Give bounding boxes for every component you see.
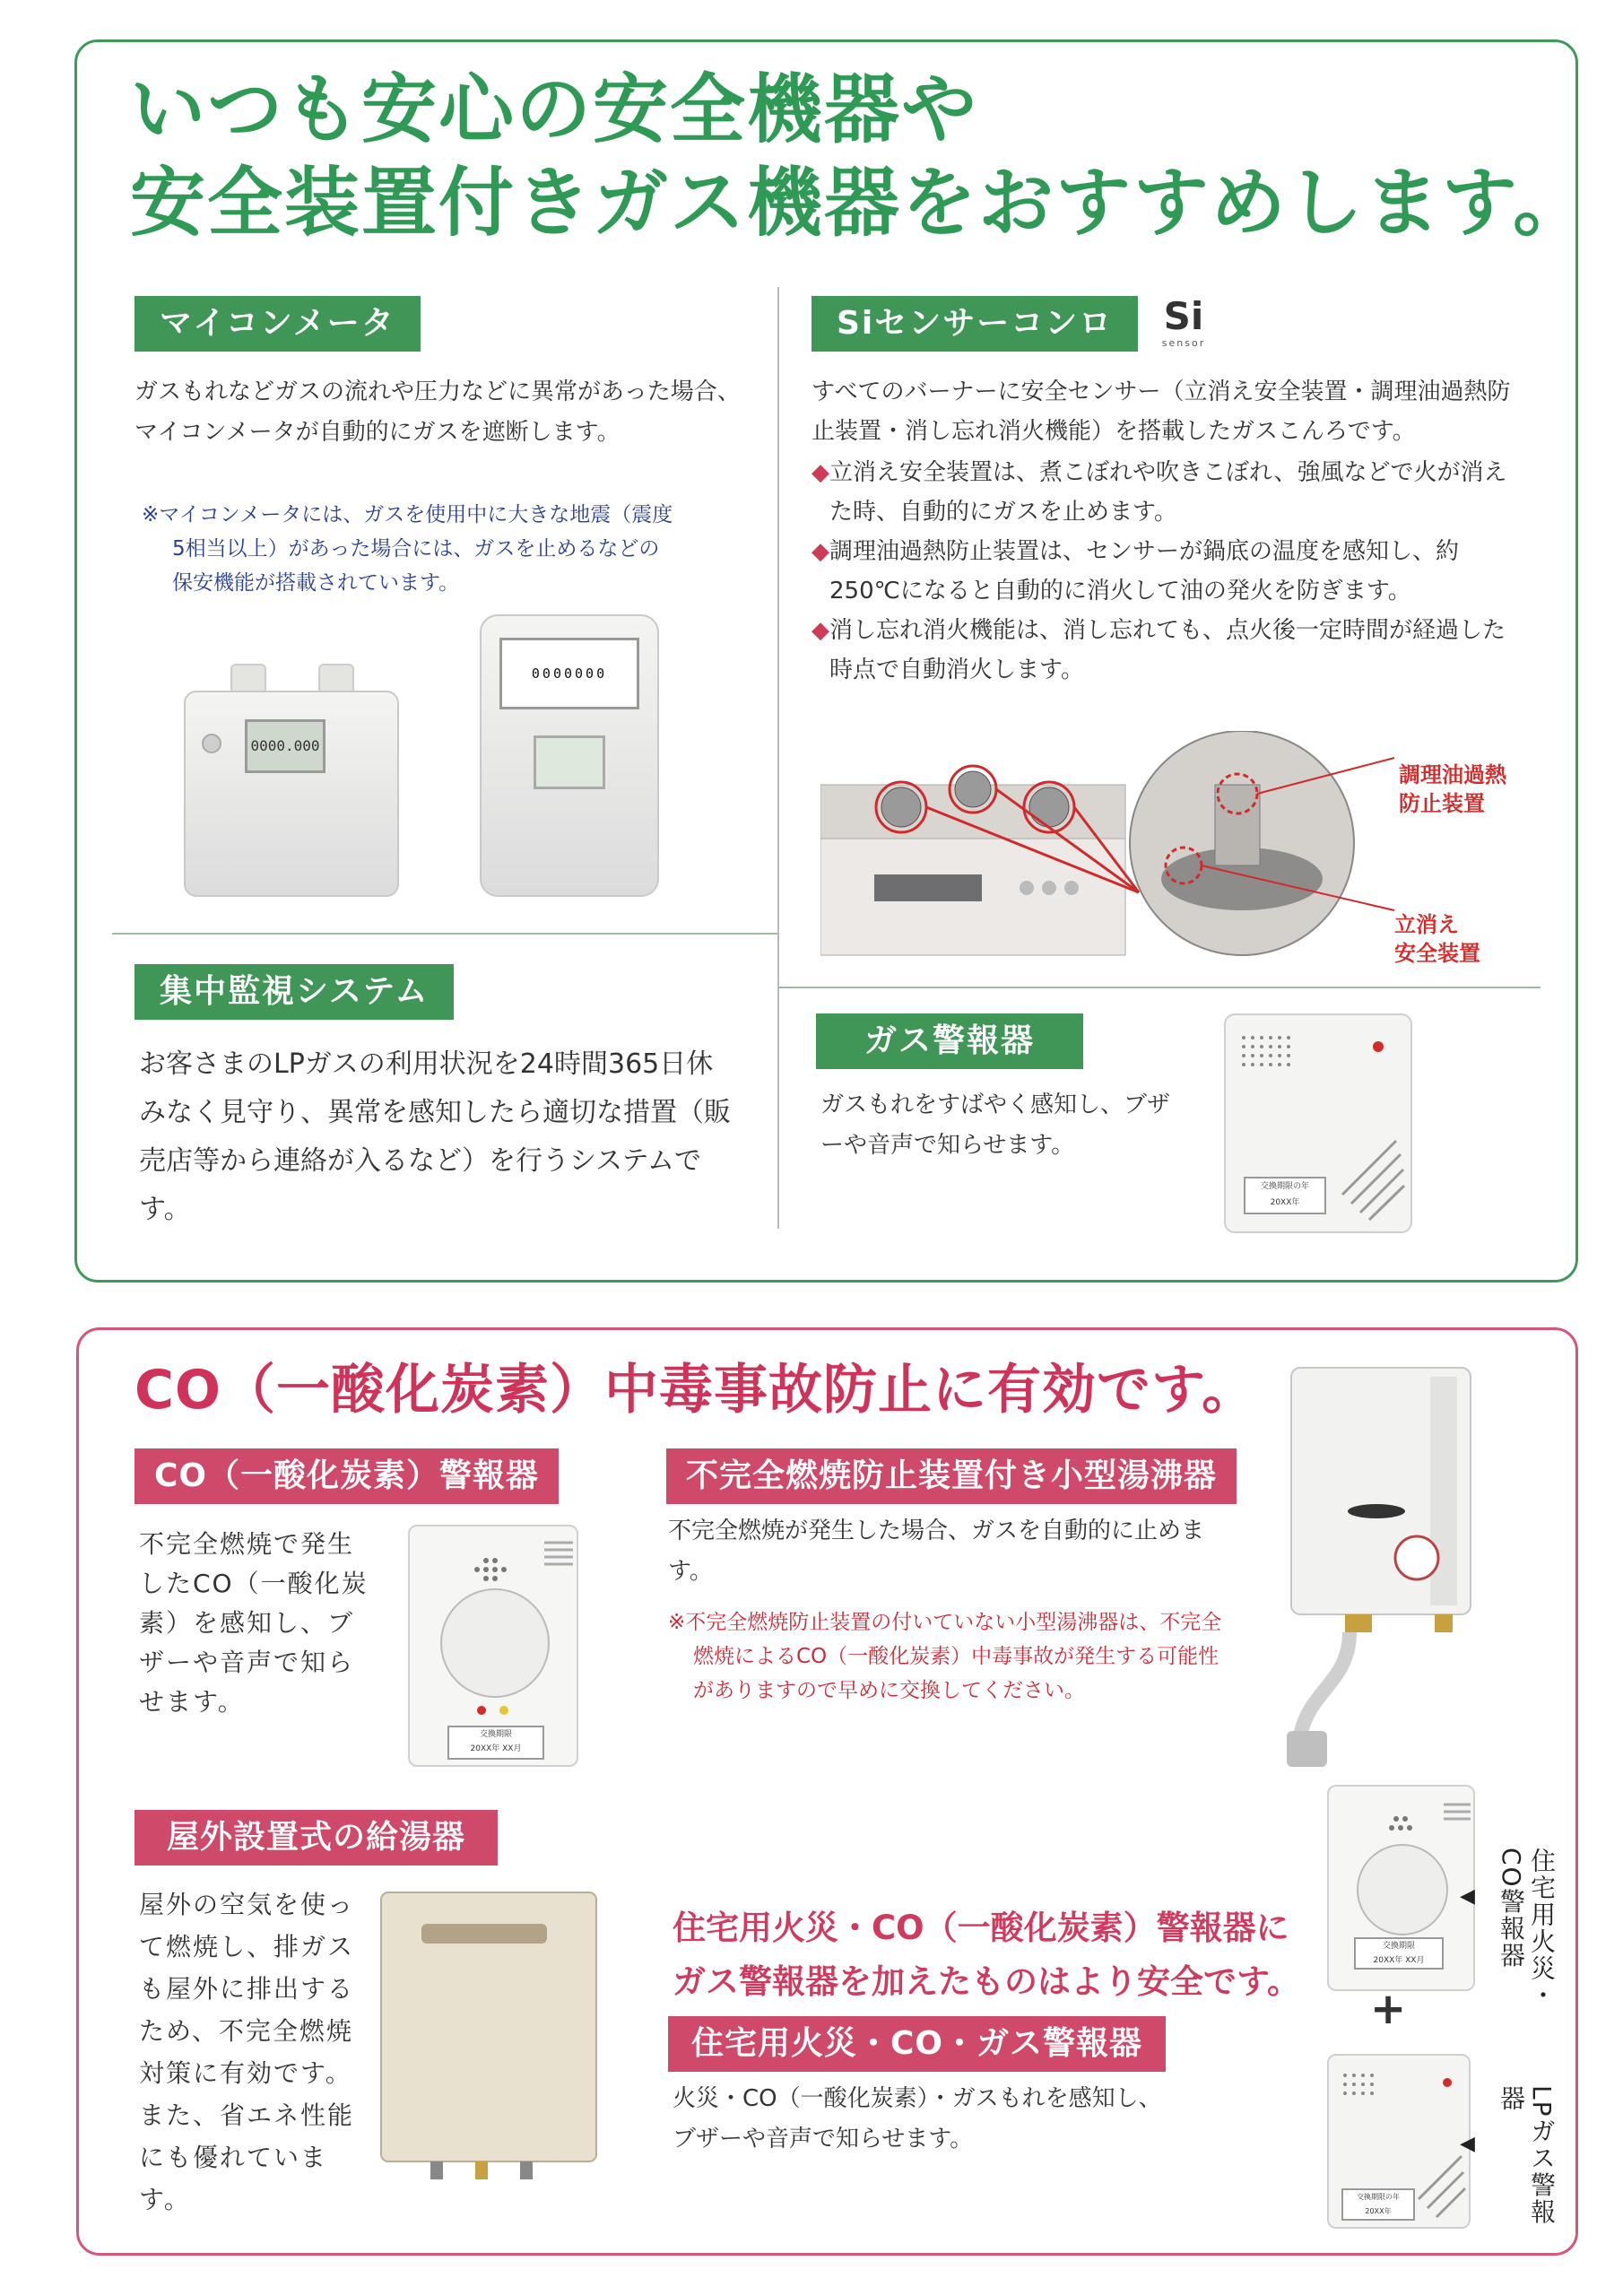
lp-gas-alarm-caption: LPガス警報器 [1497, 2085, 1557, 2226]
micon-meter-image-2 [480, 614, 659, 897]
gas-alarm-text: ガスもれをすばやく感知し、ブザーや音声で知らせます。 [820, 1091, 1171, 1159]
co-alarm-text: 不完全燃焼で発生したCO（一酸化炭素）を感知し、ブザーや音声で知らせます。 [139, 1529, 369, 1717]
fire-co-sticker-line2: 20XX年 XX月 [1373, 1956, 1425, 1965]
co-alarm-sticker-line1: 交換期限 [479, 1730, 512, 1739]
pointer-icon: ◀ [1460, 1885, 1475, 1908]
meter-pipe-right [318, 664, 354, 694]
diamond-icon: ◆ [812, 617, 829, 644]
micon-meter-note [142, 498, 751, 600]
gas-alarm-sticker-line1: 交換期限の年 [1260, 1182, 1309, 1191]
fire-co-sticker [1354, 1937, 1444, 1970]
label-flameout-line2: 安全装置 [1394, 941, 1480, 966]
si-bullet-3-text: 消し忘れ消火機能は、消し忘れても、点火後一定時間が経過した時点で自動消火します。 [829, 617, 1506, 683]
safety-title-line1: いつも安心の安全機器や [130, 65, 979, 153]
combo-callout-line2: ガス警報器を加えたものはより安全です。 [673, 1962, 1301, 2001]
co-alarm-badge: CO（一酸化炭素）警報器 [135, 1448, 559, 1504]
si-logo-sub: sensor [1161, 337, 1206, 349]
lp-gas-sticker-line2: 20XX年 [1365, 2207, 1392, 2215]
safety-title [130, 63, 1601, 249]
micon-meter-image-1 [184, 664, 399, 897]
combo-alarm-text: 火災・CO（一酸化炭素）・ガスもれを感知し、ブザーや音声で知らせます。 [673, 2085, 1162, 2152]
co-title: CO（一酸化炭素）中毒事故防止に有効です。 [135, 1359, 1257, 1422]
fire-co-alarm-image [1327, 1785, 1475, 1991]
si-sensor-bullets [812, 453, 1520, 690]
water-heater-badge: 不完全燃焼防止装置付き小型湯沸器 [666, 1448, 1237, 1504]
co-alarm-sticker-line2: 20XX年 XX月 [470, 1744, 522, 1753]
water-heater-note: ※不完全燃焼防止装置の付いていない小型湯沸器は、不完全燃焼によるCO（一酸化炭素）中毒事故が発生する可能性がありますので早めに交換してください。 [668, 1611, 1222, 1702]
column-divider [777, 287, 779, 1229]
label-overheat-line1: 調理油過熱 [1399, 762, 1506, 787]
pointer-icon: ◀ [1460, 2133, 1475, 2155]
label-flameout-safety [1394, 910, 1520, 968]
combo-callout [673, 1901, 1300, 2009]
combo-alarm-badge: 住宅用火災・CO・ガス警報器 [668, 2016, 1166, 2072]
diamond-icon: ◆ [812, 459, 829, 486]
micon-note-line1: ※マイコンメータには、ガスを使用中に大きな地震（震度 [142, 503, 673, 526]
outdoor-heater-badge: 屋外設置式の給湯器 [135, 1810, 498, 1866]
meter-button [202, 734, 221, 753]
si-sensor-badge: Siセンサーコンロ [812, 296, 1138, 352]
lp-gas-sticker-line1: 交換期限の年 [1357, 2193, 1400, 2201]
label-overheat-line2: 防止装置 [1399, 791, 1485, 816]
meter-lcd: 0000.000 [245, 719, 325, 773]
si-sensor-intro: すべてのバーナーに安全センサー（立消え安全装置・調理油過熱防止装置・消し忘れ消火機能）を搭載したガスこんろです。 [812, 378, 1511, 445]
stove-image [820, 766, 1125, 955]
meter-pipe-left [230, 664, 266, 694]
left-row-divider [112, 933, 777, 935]
si-sensor-logo [1157, 296, 1211, 350]
gas-alarm-image [1224, 1013, 1412, 1233]
si-bullet-2 [812, 532, 1520, 611]
plus-icon: + [1370, 1984, 1407, 2034]
si-bullet-3 [812, 611, 1520, 690]
fire-co-alarm-caption: 住宅用火災・CO警報器 [1497, 1848, 1557, 2009]
lp-gas-alarm-image [1327, 2054, 1471, 2229]
si-bullet-2-text: 調理油過熱防止装置は、センサーが鍋底の温度を感知し、約250℃になると自動的に消火して油の発火を防ぎます。 [829, 538, 1460, 604]
si-logo-letters: Si [1163, 294, 1204, 338]
si-bullet-1 [812, 453, 1520, 532]
gas-alarm-sticker-line2: 20XX年 [1270, 1198, 1300, 1207]
label-overheat-prevention [1399, 761, 1524, 818]
micon-note-line3: 保安機能が搭載されています。 [172, 571, 460, 595]
combo-callout-line1: 住宅用火災・CO（一酸化炭素）警報器に [673, 1909, 1289, 1947]
outdoor-heater-text: 屋外の空気を使って燃焼し、排ガスも屋外に排出するため、不完全燃焼対策に有効です。また、省エネ性能にも優れています。 [139, 1890, 355, 2214]
lp-gas-sticker [1341, 2188, 1415, 2221]
safety-title-line2: 安全装置付きガス機器をおすすめします。 [130, 159, 1591, 247]
outdoor-heater-image [377, 1888, 601, 2184]
label-flameout-line1: 立消え [1394, 912, 1459, 937]
water-heater-text: 不完全燃焼が発生した場合、ガスを自動的に止めます。 [668, 1518, 1205, 1585]
central-monitoring-text: お客さまのLPガスの利用状況を24時間365日休みなく見守り、異常を感知したら適切な措置（販売店等から連絡が入るなど）を行うシステムです。 [139, 1048, 731, 1225]
meter2-counter: 0000000 [517, 661, 621, 686]
gas-alarm-sticker [1244, 1177, 1326, 1214]
diamond-icon: ◆ [812, 538, 829, 565]
burner-closeup [1130, 731, 1354, 955]
meter2-lcd [534, 735, 605, 789]
gas-alarm-badge: ガス警報器 [816, 1013, 1083, 1069]
si-bullet-1-text: 立消え安全装置は、煮こぼれや吹きこぼれ、強風などで火が消えた時、自動的にガスを止めます。 [829, 459, 1507, 526]
micon-meter-badge: マイコンメータ [135, 296, 421, 352]
micon-meter-text: ガスもれなどガスの流れや圧力などに異常があった場合、マイコンメータが自動的にガスを遮断します。 [135, 378, 741, 446]
fire-co-sticker-line1: 交換期限 [1382, 1942, 1415, 1951]
water-heater-image [1273, 1359, 1488, 1780]
right-row-divider [778, 987, 1541, 988]
co-alarm-image [408, 1525, 578, 1767]
co-alarm-sticker [447, 1726, 544, 1760]
central-monitoring-badge: 集中監視システム [135, 964, 454, 1020]
micon-note-line2: 5相当以上）があった場合には、ガスを止めるなどの [172, 537, 660, 561]
